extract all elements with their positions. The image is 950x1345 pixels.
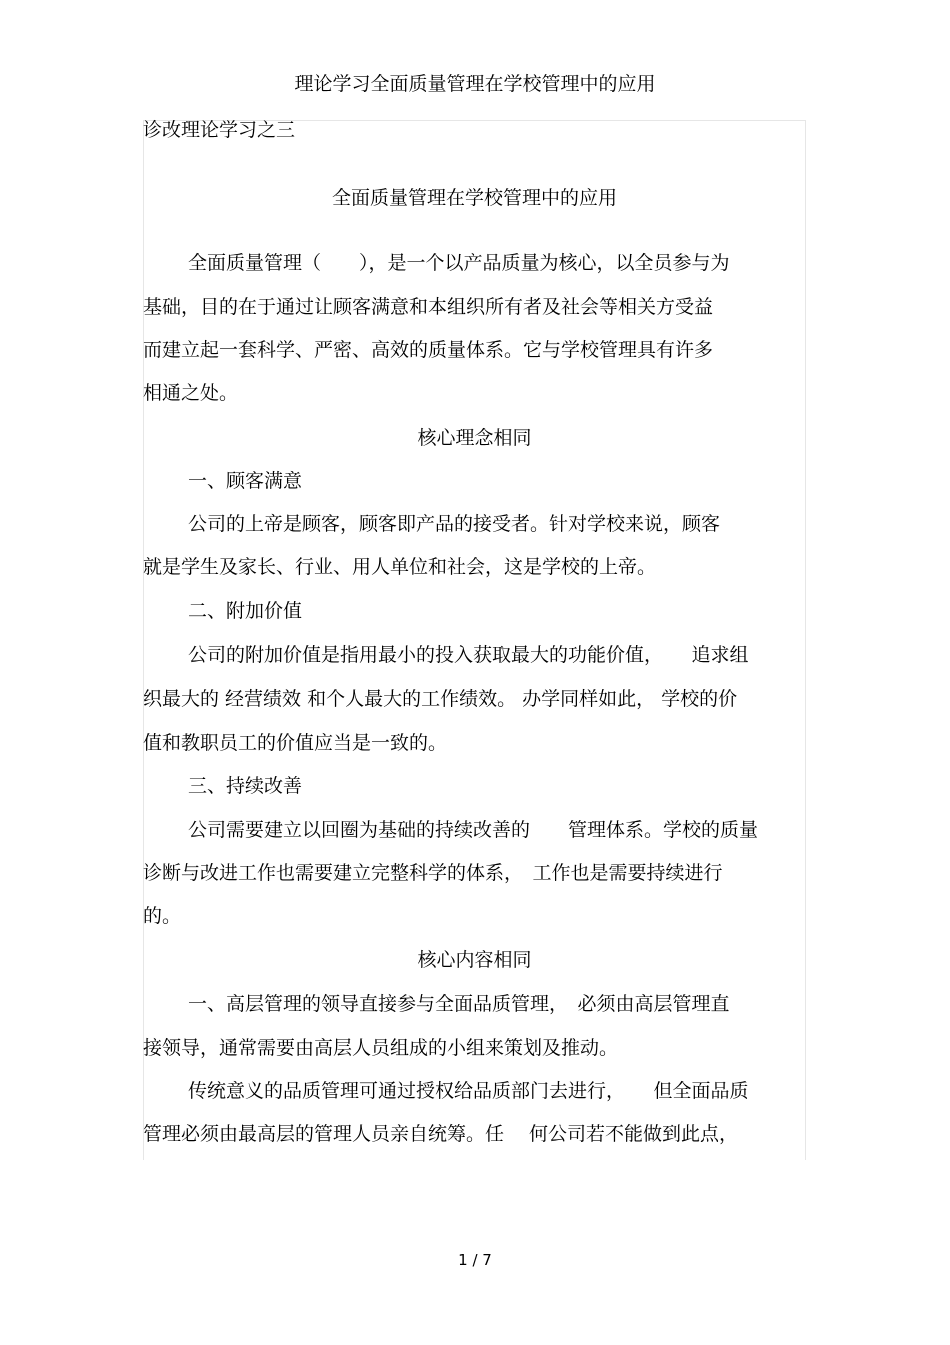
paragraph-line: 织最大的 经营绩效 和个人最大的工作绩效。 办学同样如此， 学校的价 bbox=[143, 688, 738, 710]
paragraph-line: 公司需要建立以回圈为基础的持续改善的 管理体系。学校的质量 bbox=[188, 819, 759, 841]
paragraph-line: 一、高层管理的领导直接参与全面品质管理， 必须由高层管理直 bbox=[188, 993, 730, 1015]
intro-line-3: 而建立起一套科学、严密、高效的质量体系。它与学校管理具有许多 bbox=[143, 339, 714, 361]
item-title-continuous-improvement: 三、持续改善 bbox=[188, 775, 303, 797]
paragraph-line: 接领导，通常需要由高层人员组成的小组来策划及推动。 bbox=[143, 1037, 619, 1059]
page-number: 1 / 7 bbox=[458, 1251, 492, 1269]
section-heading-core-concept: 核心理念相同 bbox=[417, 427, 532, 449]
intro-line-2: 基础，目的在于通过让顾客满意和本组织所有者及社会等相关方受益 bbox=[143, 296, 714, 318]
paragraph-line: 管理必须由最高层的管理人员亲自统筹。任 何公司若不能做到此点， bbox=[143, 1123, 739, 1145]
item-title-customer-satisfaction: 一、顾客满意 bbox=[188, 470, 303, 492]
intro-line-1: 全面质量管理（ ），是一个以产品质量为核心，以全员参与为 bbox=[188, 252, 730, 274]
article-title: 全面质量管理在学校管理中的应用 bbox=[331, 187, 617, 209]
paragraph-line: 诊断与改进工作也需要建立完整科学的体系， 工作也是需要持续进行 bbox=[143, 862, 723, 884]
section-heading-core-content: 核心内容相同 bbox=[417, 949, 532, 971]
intro-line-4: 相通之处。 bbox=[143, 382, 239, 404]
paragraph-line: 公司的上帝是顾客，顾客即产品的接受者。针对学校来说，顾客 bbox=[188, 513, 721, 535]
paragraph-line: 就是学生及家长、行业、用人单位和社会，这是学校的上帝。 bbox=[143, 556, 657, 578]
paragraph-line: 值和教职员工的价值应当是一致的。 bbox=[143, 732, 448, 754]
item-title-added-value: 二、附加价值 bbox=[188, 600, 303, 622]
paragraph-line: 的。 bbox=[143, 905, 182, 927]
paragraph-line: 传统意义的品质管理可通过授权给品质部门去进行， 但全面品质 bbox=[188, 1080, 749, 1102]
page-header-title: 理论学习全面质量管理在学校管理中的应用 bbox=[294, 73, 656, 95]
paragraph-line: 公司的附加价值是指用最小的投入获取最大的功能价值， 追求组 bbox=[188, 644, 749, 666]
series-label: 诊改理论学习之三 bbox=[143, 119, 296, 141]
